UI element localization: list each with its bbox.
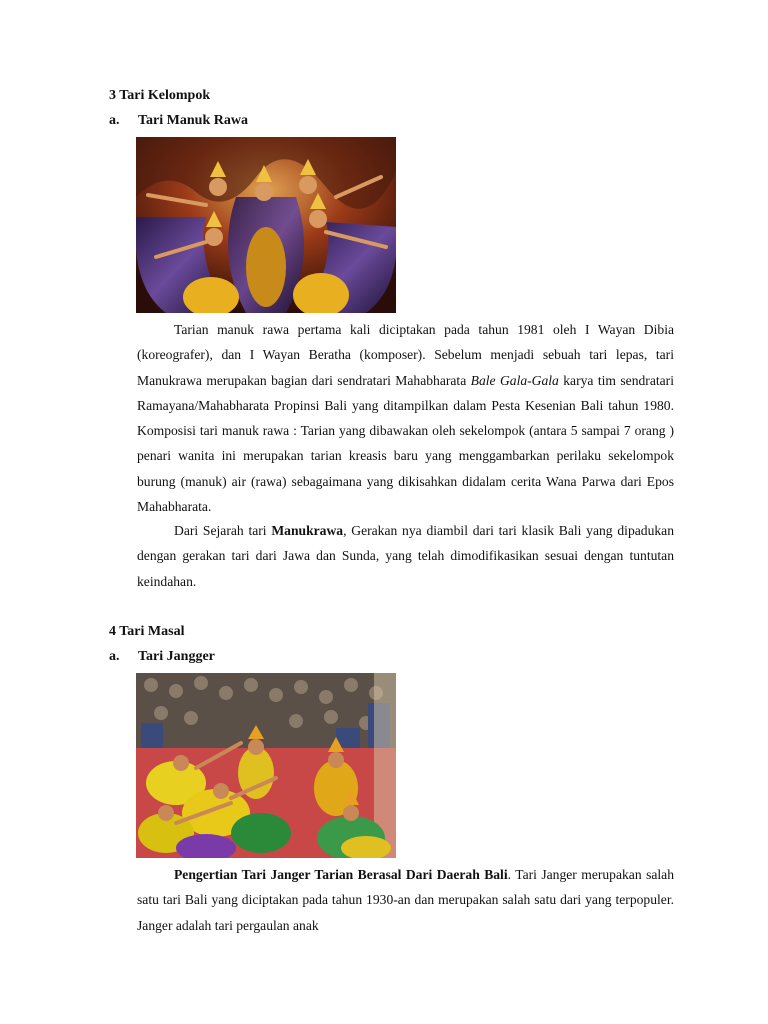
section-heading-kelompok: 3 Tari Kelompok xyxy=(109,88,211,103)
text-run-bold: Manukrawa xyxy=(271,523,344,538)
text-run: Tarian manuk rawa pertama kali diciptakan pada tahun 1981 oleh I Wayan Dibia (koreografer), dan I Wayan Beratha (komposer). Sebelum menjadi sebuah tari lepas, tari Manukrawa merupakan bagian dari sendratari Mahabharata xyxy=(137,322,674,388)
text-run: karya tim sendratari Ramayana/Mahabharata Propinsi Bali yang ditampilkan dalam Pesta Kesenian Bali tahun 1980. Komposisi tari manuk rawa : Tarian yang dibawakan oleh sekelompok (antara 5 sampai 7 orang ) penari wanita ini merupakan tarian kreasis baru yang menggambarkan perilaku sekelompok burung (manuk) air (rawa) sebagaimana yang dikisahkan didalam cerita Wana Parwa dari Epos Mahabharata. xyxy=(137,372,674,515)
manuk-rawa-photo xyxy=(136,137,396,313)
item-title: Tari Manuk Rawa xyxy=(138,113,248,128)
subheading-jangger xyxy=(109,649,215,665)
item-letter: a. xyxy=(109,649,120,664)
text-run: . Tari Janger merupakan salah satu tari Bali yang diciptakan pada tahun 1930-an dan merupakan salah satu dari yang terpopuler. Janger adalah tari pergaulan anak xyxy=(137,867,674,933)
text-run: Dari Sejarah tari xyxy=(174,523,272,538)
item-title: Tari Jangger xyxy=(138,649,215,664)
manuk-rawa-paragraph-2 xyxy=(137,518,674,594)
text-run: , Gerakan nya diambil dari tari klasik Bali yang dipadukan dengan gerakan tari dari Jawa dan Sunda, yang telah dimodifikasikan sesuai dengan tuntutan keindahan. xyxy=(137,523,674,589)
jangger-photo xyxy=(136,673,396,858)
text-run-italic: Bale Gala-Gala xyxy=(470,372,559,388)
manuk-rawa-paragraph-1 xyxy=(137,317,674,519)
item-letter: a. xyxy=(109,113,120,128)
section-heading-masal: 4 Tari Masal xyxy=(109,624,185,639)
subheading-manuk-rawa xyxy=(109,113,248,129)
jangger-paragraph-1 xyxy=(137,862,674,938)
text-run-bold: Pengertian Tari Janger Tarian Berasal Dari Daerah Bali xyxy=(174,867,508,882)
